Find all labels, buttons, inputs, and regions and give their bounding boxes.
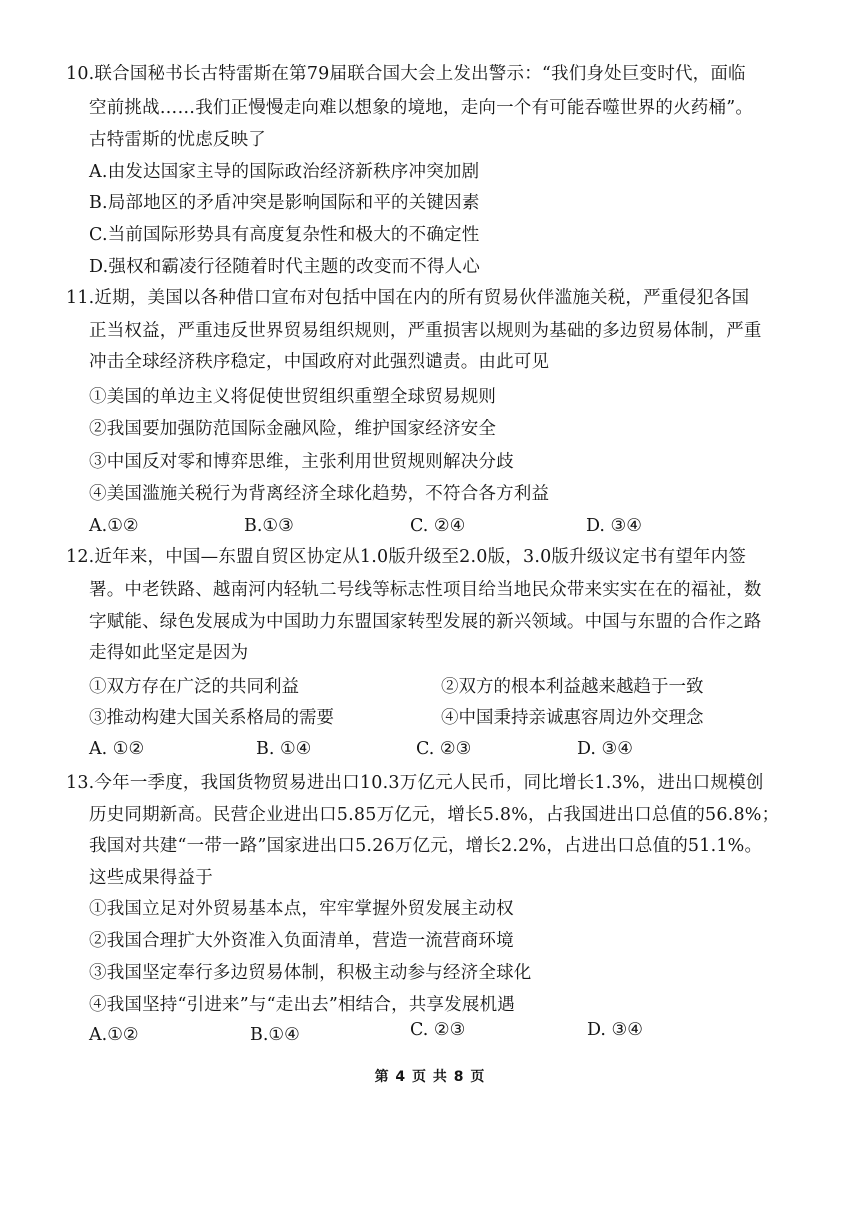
- question-10-option-b: B.局部地区的矛盾冲突是影响国际和平的关键因素: [89, 193, 480, 213]
- question-10-line-2: 空前挑战……我们正慢慢走向难以想象的境地，走向一个有可能吞噬世界的火药桶”。: [89, 98, 754, 118]
- question-13-line-2: 历史同期新高。民营企业进出口5.85万亿元，增长5.8%，占我国进出口总值的56.8%；: [89, 805, 780, 825]
- question-12-line-1: 12.近年来，中国—东盟自贸区协定从1.0版升级至2.0版，3.0版升级议定书有望年内签: [66, 547, 747, 567]
- question-11-choice-b: B.①③: [244, 516, 294, 536]
- question-11-statement-2: ②我国要加强防范国际金融风险，维护国家经济安全: [89, 419, 497, 439]
- question-13-line-1: 13.今年一季度，我国货物贸易进出口10.3万亿元人民币，同比增长1.3%，进出口规模创: [66, 773, 764, 793]
- question-11-line-2: 正当权益，严重违反世界贸易组织规则，严重损害以规则为基础的多边贸易体制，严重: [89, 321, 762, 341]
- question-12-statement-4: ④中国秉持亲诚惠容周边外交理念: [441, 708, 704, 728]
- question-11-statement-3: ③中国反对零和博弈思维，主张利用世贸规则解决分歧: [89, 452, 514, 472]
- question-12-choice-d: D. ③④: [577, 739, 633, 759]
- question-13-statement-3: ③我国坚定奉行多边贸易体制，积极主动参与经济全球化: [89, 963, 532, 983]
- question-13-choice-c: C. ②③: [410, 1020, 466, 1040]
- question-10-option-a: A.由发达国家主导的国际政治经济新秩序冲突加剧: [89, 162, 480, 182]
- question-11-choice-c: C. ②④: [410, 516, 466, 536]
- question-11-line-3: 冲击全球经济秩序稳定，中国政府对此强烈谴责。由此可见: [89, 352, 550, 372]
- question-13-choice-a: A.①②: [89, 1025, 139, 1045]
- question-11-choice-d: D. ③④: [586, 516, 642, 536]
- question-10-option-d: D.强权和霸凌行径随着时代主题的改变而不得人心: [89, 257, 481, 277]
- question-10-line-3: 古特雷斯的忧虑反映了: [89, 130, 266, 150]
- question-11-statement-1: ①美国的单边主义将促使世贸组织重塑全球贸易规则: [89, 387, 497, 407]
- question-10-line-1: 10.联合国秘书长古特雷斯在第79届联合国大会上发出警示：“我们身处巨变时代，面临: [66, 64, 746, 84]
- question-13-line-4: 这些成果得益于: [89, 868, 213, 888]
- question-12-line-4: 走得如此坚定是因为: [89, 643, 249, 663]
- question-11-statement-4: ④美国滥施关税行为背离经济全球化趋势，不符合各方利益: [89, 484, 550, 504]
- question-12-line-2: 署。中老铁路、越南河内轻轨二号线等标志性项目给当地民众带来实实在在的福祉，数: [89, 580, 762, 600]
- question-12-statement-1: ①双方存在广泛的共同利益: [89, 677, 299, 697]
- question-11-line-1: 11.近期，美国以各种借口宣布对包括中国在内的所有贸易伙伴滥施关税，严重侵犯各国: [66, 288, 750, 308]
- question-13-line-3: 我国对共建“一带一路”国家进出口5.26万亿元，增长2.2%，占进出口总值的51.1%。: [89, 836, 763, 856]
- question-12-choice-b: B. ①④: [256, 739, 312, 759]
- question-13-statement-1: ①我国立足对外贸易基本点，牢牢掌握外贸发展主动权: [89, 899, 514, 919]
- question-12-statement-2: ②双方的根本利益越来越趋于一致: [441, 677, 704, 697]
- question-10-option-c: C.当前国际形势具有高度复杂性和极大的不确定性: [89, 225, 480, 245]
- question-13-statement-2: ②我国合理扩大外资准入负面清单，营造一流营商环境: [89, 931, 514, 951]
- question-12-line-3: 字赋能、绿色发展成为中国助力东盟国家转型发展的新兴领域。中国与东盟的合作之路: [89, 612, 762, 632]
- question-12-statement-3: ③推动构建大国关系格局的需要: [89, 708, 334, 728]
- question-11-choice-a: A.①②: [89, 516, 139, 536]
- question-13-choice-d: D. ③④: [587, 1020, 643, 1040]
- page-number-footer: 第 4 页 共 8 页: [374, 1069, 486, 1085]
- question-13-choice-b: B.①④: [250, 1025, 300, 1045]
- question-12-choice-a: A. ①②: [89, 739, 145, 759]
- question-13-statement-4: ④我国坚持“引进来”与“走出去”相结合，共享发展机遇: [89, 995, 515, 1015]
- question-12-choice-c: C. ②③: [416, 739, 472, 759]
